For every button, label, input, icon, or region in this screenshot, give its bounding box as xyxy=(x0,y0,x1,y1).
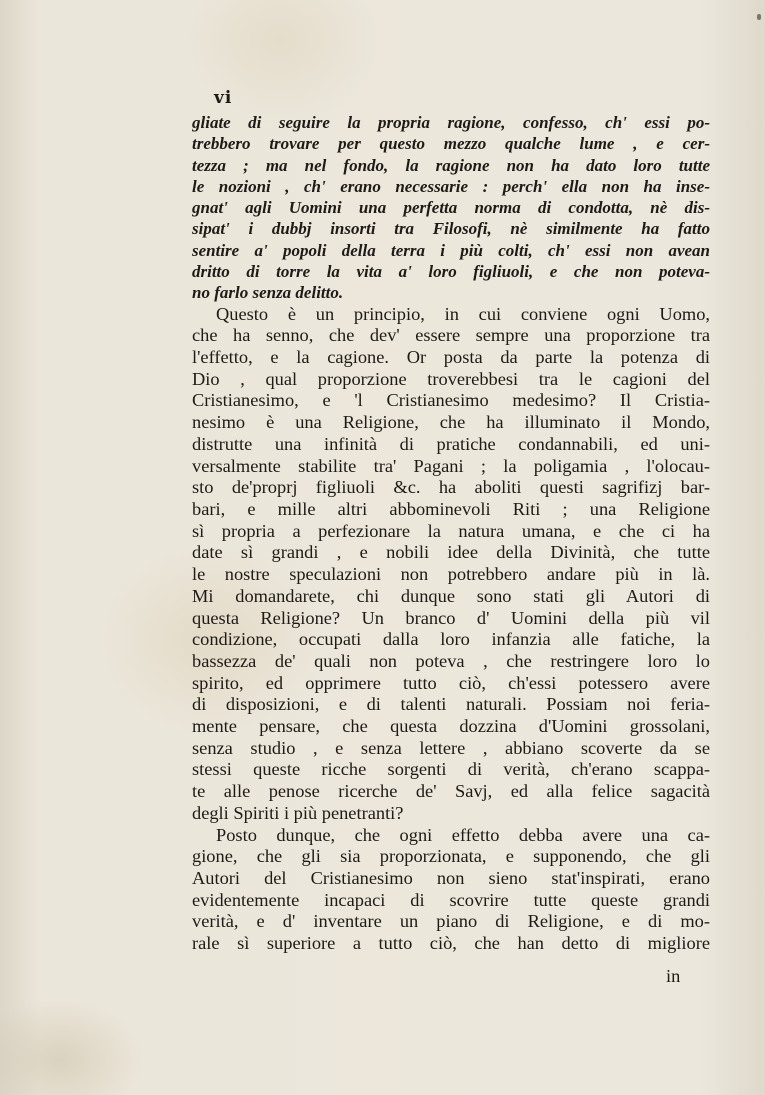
text-line: Cristianesimo, e 'l Cristianesimo medesimo? Il Cristia- xyxy=(192,390,710,411)
text-line: sì propria a perfezionare la natura umana, e che ci ha xyxy=(192,520,710,541)
text-line: degli Spiriti i più penetranti? xyxy=(192,802,404,823)
text-line: rale sì superiore a tutto ciò, che han detto di migliore xyxy=(192,933,710,954)
text-line: gliate di seguire la propria ragione, confesso, ch' essi po- xyxy=(192,113,710,132)
text-line: le nostre speculazioni non potrebbero andare più in là. xyxy=(192,564,710,585)
text-line: senza studio , e senza lettere , abbiano scoverte da se xyxy=(192,737,710,758)
page-number: vi xyxy=(214,88,233,108)
paragraph-1 xyxy=(192,304,710,825)
text-line: l'effetto, e la cagione. Or posta da parte la potenza di xyxy=(192,347,710,368)
text-line: questa Religione? Un branco d' Uomini della più vil xyxy=(192,607,710,628)
text-line: gnat' agli Uomini una perfetta norma di condotta, nè dis- xyxy=(192,198,710,218)
text-line: dritto di torre la vita a' loro figliuoli, e che non poteva- xyxy=(192,262,710,282)
text-line: sipat' i dubbj insorti tra Filosofi, nè similmente ha fatto xyxy=(192,219,710,239)
text-line: le nozioni , ch' erano necessarie : perch' ella non ha inse- xyxy=(192,176,710,196)
text-line: no farlo senza delitto. xyxy=(192,283,344,303)
text-line: Autori del Cristianesimo non sieno stat'inspirati, erano xyxy=(192,867,710,888)
text-line: condizione, occupati dalla loro infanzia alle fatiche, la xyxy=(192,629,710,650)
text-line: distrutte una infinità di pratiche condannabili, ed uni- xyxy=(192,433,710,454)
text-line: date sì grandi , e nobili idee della Divinità, che tutte xyxy=(192,542,710,563)
text-line: gione, che gli sia proporzionata, e supponendo, che gli xyxy=(192,846,710,867)
page-text xyxy=(192,112,710,955)
catchword: in xyxy=(666,966,681,986)
text-line: tezza ; ma nel fondo, la ragione non ha dato loro tutte xyxy=(192,155,710,175)
text-line: te alle penose ricerche de' Savj, ed alla felice sagacità xyxy=(192,781,710,802)
text-line: mente pensare, che questa dozzina d'Uomini grossolani, xyxy=(192,716,710,737)
text-line: trebbero trovare per questo mezzo qualche lume , e cer- xyxy=(192,134,710,154)
italic-quotation xyxy=(192,112,710,304)
text-line: versalmente stabilite tra' Pagani ; la poligamia , l'olocau- xyxy=(192,455,710,476)
text-line: stessi queste ricche sorgenti di verità, ch'erano scappa- xyxy=(192,759,710,780)
text-line: nesimo è una Religione, che ha illuminato il Mondo, xyxy=(192,412,710,433)
text-line: Questo è un principio, in cui conviene ogni Uomo, xyxy=(216,303,710,324)
text-line: sentire a' popoli della terra i più colti, ch' essi non avean xyxy=(192,240,710,260)
text-line: Mi domandarete, chi dunque sono stati gli Autori di xyxy=(192,585,710,606)
text-line: bassezza de' quali non poteva , che restringere loro lo xyxy=(192,650,710,671)
text-line: Posto dunque, che ogni effetto debba avere una ca- xyxy=(216,824,710,845)
text-line: che ha senno, che dev' essere sempre una proporzione tra xyxy=(192,325,710,346)
text-line: di disposizioni, e di talenti naturali. Possiam noi feria- xyxy=(192,694,710,715)
ink-speck xyxy=(757,14,761,20)
text-line: bari, e mille altri abbominevoli Riti ; una Religione xyxy=(192,499,710,519)
text-line: spirito, ed opprimere tutto ciò, ch'essi potessero avere xyxy=(192,672,710,693)
text-line: sto de'proprj figliuoli &c. ha aboliti questi sagrifizj bar- xyxy=(192,477,710,498)
text-line: Dio , qual proporzione troverebbesi tra le cagioni del xyxy=(192,368,710,389)
text-line: verità, e d' inventare un piano di Religione, e di mo- xyxy=(192,911,710,932)
text-line: evidentemente incapaci di scovrire tutte queste grandi xyxy=(192,889,710,910)
paragraph-2 xyxy=(192,825,710,955)
